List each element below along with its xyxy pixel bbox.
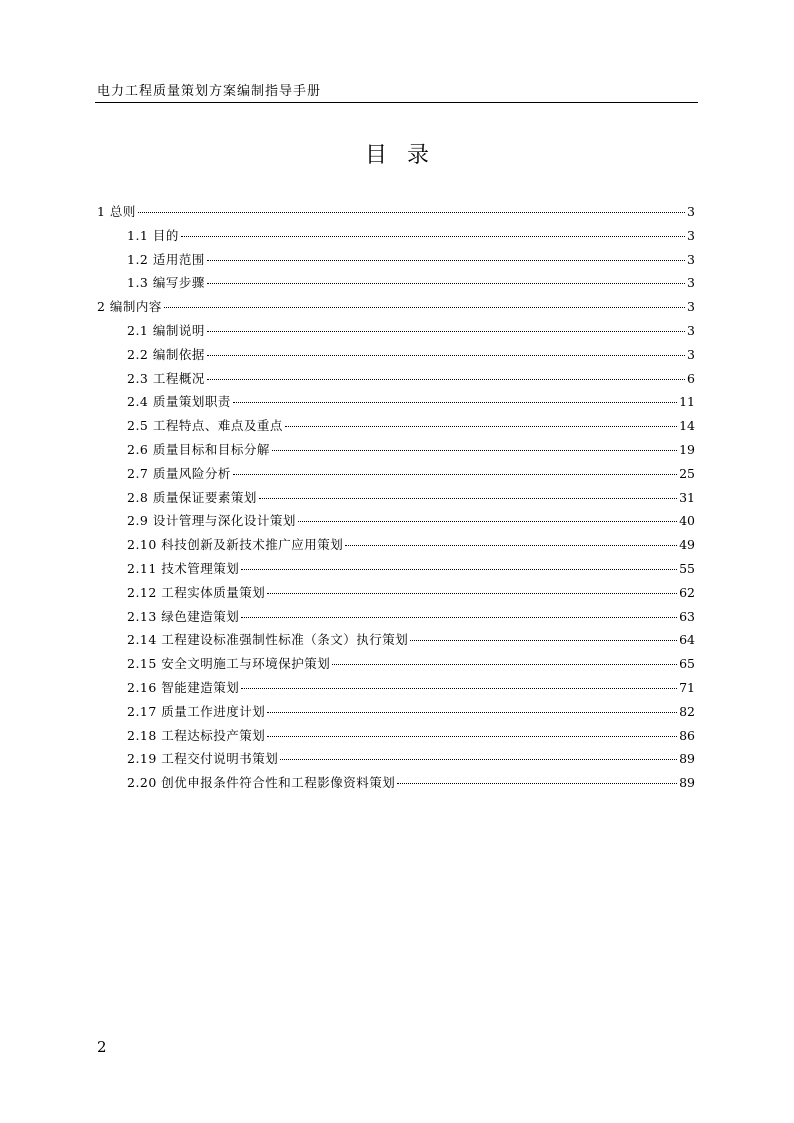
toc-dot-leader — [410, 628, 677, 641]
page-title-part2: 录 — [407, 143, 430, 168]
toc-entry[interactable] — [97, 321, 695, 345]
toc-entry-label: 2.20 创优申报条件符合性和工程影像资料策划 — [127, 775, 396, 791]
toc-entry-label: 2.6 质量目标和目标分解 — [127, 441, 270, 457]
toc-dot-leader — [241, 676, 677, 689]
page-number: 2 — [97, 1038, 107, 1056]
toc-entry-page: 31 — [679, 489, 695, 505]
toc-entry-page: 3 — [687, 299, 695, 315]
toc-entry-page: 19 — [679, 441, 695, 457]
toc-entry[interactable] — [97, 369, 695, 393]
toc-entry-page: 3 — [687, 322, 695, 338]
toc-entry[interactable] — [97, 202, 695, 226]
toc-entry-label: 2.2 编制依据 — [127, 346, 205, 362]
toc-entry[interactable] — [97, 559, 695, 583]
toc-entry-page: 14 — [679, 418, 695, 434]
toc-entry-label: 2.5 工程特点、难点及重点 — [127, 418, 283, 434]
toc-entry-page: 3 — [687, 275, 695, 291]
toc-entry-label: 1.3 编写步骤 — [127, 275, 205, 291]
toc-entry-page: 25 — [679, 465, 695, 481]
toc-entry-page: 71 — [679, 679, 695, 695]
toc-entry[interactable] — [97, 440, 695, 464]
toc-entry-label: 2.17 质量工作进度计划 — [127, 703, 266, 719]
toc-dot-leader — [207, 343, 685, 356]
toc-entry[interactable] — [97, 392, 695, 416]
toc-entry-label: 1.2 适用范围 — [127, 251, 205, 267]
toc-entry-label: 1 总则 — [97, 204, 136, 219]
toc-entry[interactable] — [97, 630, 695, 654]
toc-entry[interactable] — [97, 273, 695, 297]
toc-dot-leader — [272, 438, 677, 451]
toc-dot-leader — [345, 533, 677, 546]
toc-dot-leader — [397, 771, 677, 784]
toc-dot-leader — [241, 605, 677, 618]
toc-entry-page: 11 — [679, 394, 695, 410]
toc-entry-label: 2.10 科技创新及新技术推广应用策划 — [127, 537, 344, 553]
toc-entry-page: 89 — [679, 775, 695, 791]
toc-entry-label: 2.7 质量风险分析 — [127, 465, 231, 481]
toc-dot-leader — [241, 557, 677, 570]
toc-dot-leader — [207, 367, 685, 380]
page-title — [0, 143, 794, 169]
toc-entry-page: 55 — [679, 560, 695, 576]
toc-entry-page: 64 — [679, 632, 695, 648]
toc-entry[interactable] — [97, 749, 695, 773]
toc-dot-leader — [164, 295, 685, 308]
toc-entry-page: 89 — [679, 751, 695, 767]
toc-dot-leader — [233, 462, 677, 475]
table-of-contents — [97, 202, 695, 797]
toc-dot-leader — [267, 581, 677, 594]
toc-entry-label: 2.14 工程建设标准强制性标准（条文）执行策划 — [127, 632, 409, 648]
toc-entry-page: 62 — [679, 584, 695, 600]
toc-dot-leader — [267, 724, 677, 737]
toc-entry[interactable] — [97, 726, 695, 750]
toc-entry[interactable] — [97, 416, 695, 440]
toc-entry[interactable] — [97, 488, 695, 512]
toc-dot-leader — [285, 414, 677, 427]
toc-entry-label: 2.3 工程概况 — [127, 370, 205, 386]
toc-entry-label: 2.13 绿色建造策划 — [127, 608, 240, 624]
toc-entry-page: 3 — [687, 346, 695, 362]
toc-entry-label: 1.1 目的 — [127, 227, 179, 243]
toc-entry-label: 2.19 工程交付说明书策划 — [127, 751, 279, 767]
toc-entry-label: 2.18 工程达标投产策划 — [127, 727, 266, 743]
toc-dot-leader — [181, 224, 685, 237]
page-title-part1: 目 — [364, 143, 387, 168]
toc-entry-label: 2.12 工程实体质量策划 — [127, 584, 266, 600]
toc-entry-label: 2.11 技术管理策划 — [127, 560, 240, 576]
toc-entry-page: 63 — [679, 608, 695, 624]
toc-entry[interactable] — [97, 607, 695, 631]
toc-entry[interactable] — [97, 702, 695, 726]
toc-entry-page: 40 — [679, 513, 695, 529]
toc-entry-label: 2 编制内容 — [97, 299, 162, 315]
toc-entry[interactable] — [97, 535, 695, 559]
toc-entry-label: 2.4 质量策划职责 — [127, 394, 231, 410]
toc-entry-label: 2.1 编制说明 — [127, 322, 205, 338]
toc-entry-page: 3 — [687, 227, 695, 243]
toc-dot-leader — [138, 200, 685, 213]
toc-dot-leader — [267, 700, 677, 713]
toc-dot-leader — [280, 747, 677, 760]
toc-entry[interactable] — [97, 678, 695, 702]
toc-dot-leader — [298, 509, 677, 522]
toc-dot-leader — [259, 486, 677, 499]
toc-entry[interactable] — [97, 511, 695, 535]
toc-entry[interactable] — [97, 345, 695, 369]
toc-entry-label: 2.15 安全文明施工与环境保护策划 — [127, 656, 331, 672]
running-header: 电力工程质量策划方案编制指导手册 — [97, 84, 322, 99]
toc-entry[interactable] — [97, 773, 695, 797]
toc-entry[interactable] — [97, 297, 695, 321]
toc-entry[interactable] — [97, 464, 695, 488]
toc-dot-leader — [207, 248, 685, 261]
toc-dot-leader — [207, 271, 685, 284]
toc-entry-page: 3 — [687, 251, 695, 267]
toc-entry-label: 2.9 设计管理与深化设计策划 — [127, 513, 296, 529]
toc-dot-leader — [233, 390, 677, 403]
toc-entry-page: 82 — [679, 703, 695, 719]
toc-dot-leader — [332, 652, 677, 665]
toc-entry[interactable] — [97, 583, 695, 607]
toc-entry-label: 2.8 质量保证要素策划 — [127, 489, 257, 505]
header-divider — [95, 102, 698, 103]
toc-entry[interactable] — [97, 226, 695, 250]
toc-entry-page: 3 — [687, 204, 695, 219]
toc-dot-leader — [207, 319, 685, 332]
toc-entry[interactable] — [97, 654, 695, 678]
toc-entry-label: 2.16 智能建造策划 — [127, 679, 240, 695]
toc-entry-page: 49 — [679, 537, 695, 553]
toc-entry-page: 6 — [687, 370, 695, 386]
toc-entry[interactable] — [97, 250, 695, 274]
toc-entry-page: 86 — [679, 727, 695, 743]
toc-entry-page: 65 — [679, 656, 695, 672]
